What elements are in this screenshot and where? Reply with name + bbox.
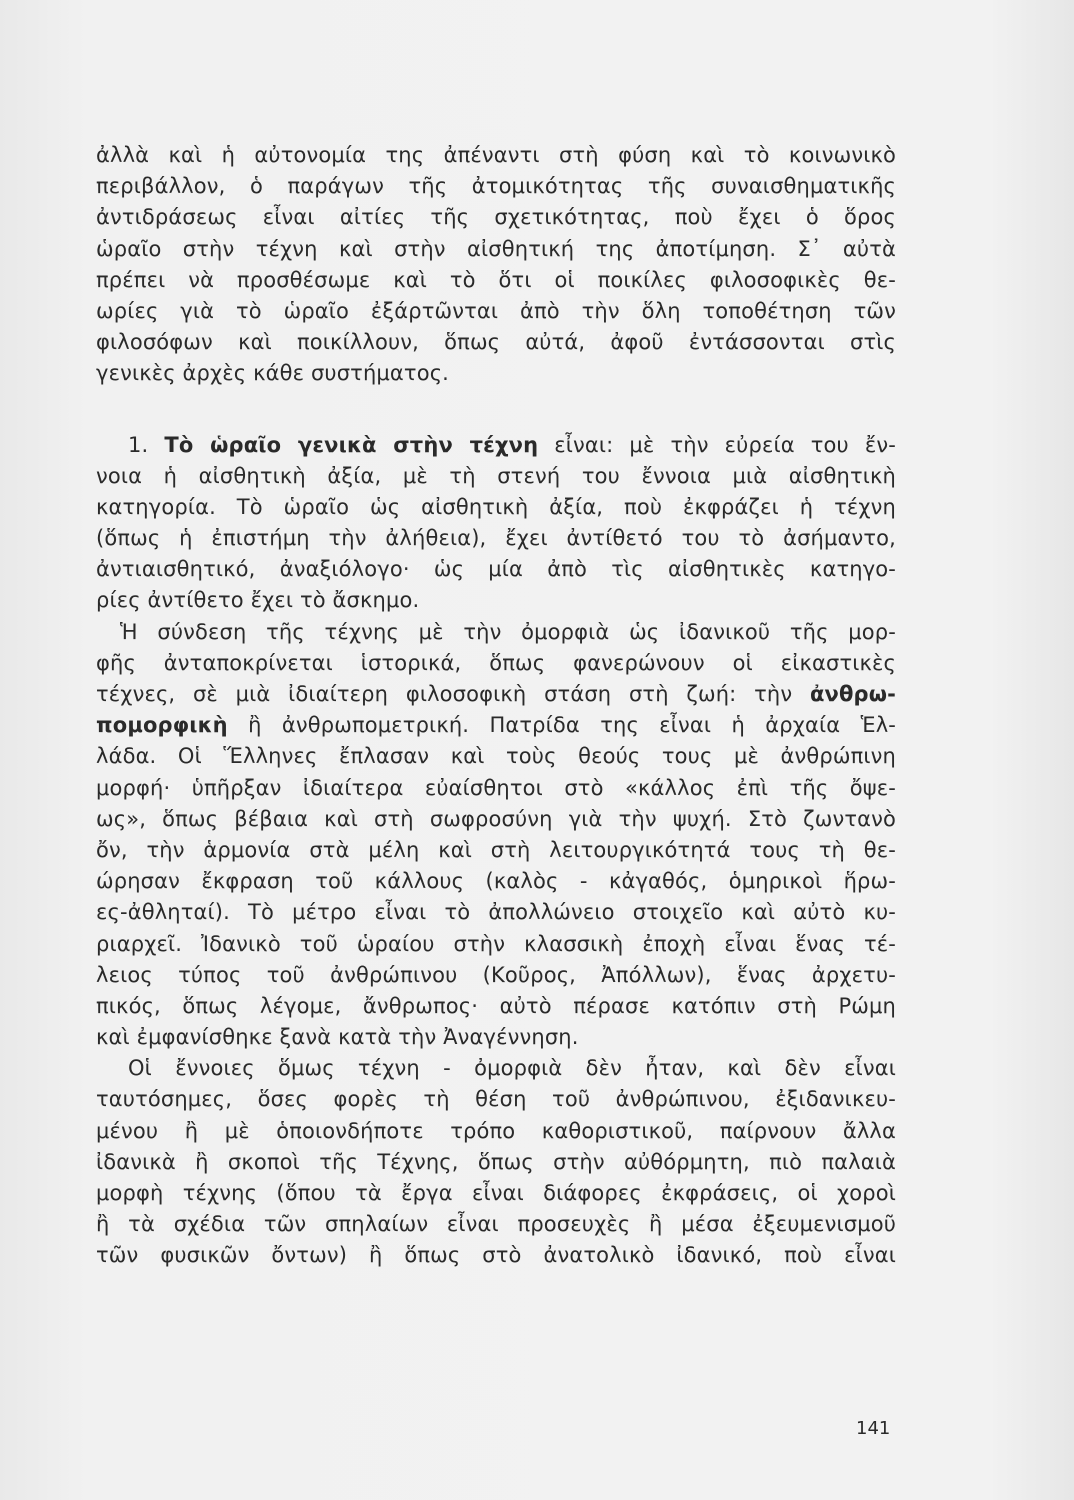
text-line: Οἱ ἔννοιες ὅμως τέχνη - ὀμορφιὰ δὲν ἦταν, καὶ δὲν εἶναι <box>128 1056 896 1081</box>
text-line: λάδα. Οἱ Ἕλληνες ἔπλασαν καὶ τοὺς θεούς τους μὲ ἀνθρώπινη <box>96 744 896 769</box>
text-line <box>96 679 896 710</box>
text-line <box>96 710 896 741</box>
text-line: ωρίες γιὰ τὸ ὡραῖο ἐξάρτῶνται ἀπὸ τὴν ὅλη τοποθέτηση τῶν <box>96 298 896 323</box>
text-line: καὶ ἐμφανίσθηκε ξανὰ κατὰ τὴν Ἀναγέννηση. <box>96 1025 579 1050</box>
paragraph-4 <box>96 1053 896 1271</box>
text-line: μορφὴ τέχνης (ὅπου τὰ ἔργα εἶναι διάφορες ἐκφράσεις, οἱ χοροὶ <box>96 1181 896 1205</box>
text-line: ως», ὅπως βέβαια καὶ στὴ σωφροσύνη γιὰ τὴν ψυχή. Στὸ ζωντανὸ <box>96 806 896 831</box>
text-line: λειος τύπος τοῦ ἀνθρώπινου (Κοῦρος, Ἀπόλλων), ἕνας ἀρχετυ- <box>96 962 896 987</box>
text-line: (ὅπως ἡ ἐπιστήμη τὴν ἀλήθεια), ἔχει ἀντίθετό του τὸ ἀσήμαντο, <box>96 526 896 551</box>
bold-term: πομορφικὴ <box>96 713 228 738</box>
text-line: ες-ἀθληταί). Τὸ μέτρο εἶναι τὸ ἀπολλώνειο στοιχεῖο καὶ αὐτὸ κυ- <box>96 900 896 925</box>
text-line: πρέπει νὰ προσθέσωμε καὶ τὸ ὅτι οἱ ποικίλες φιλοσοφικὲς θε- <box>96 267 896 292</box>
text-line: ἀλλὰ καὶ ἡ αὐτονομία της ἀπέναντι στὴ φύση καὶ τὸ κοινωνικὸ <box>96 143 896 167</box>
text-line: ταυτόσημες, ὅσες φορὲς τὴ θέση τοῦ ἀνθρώπινου, ἐξιδανικευ- <box>96 1087 896 1112</box>
text-line: τῶν φυσικῶν ὄντων) ἢ ὅπως στὸ ἀνατολικὸ ἰδανικό, ποὺ εἶναι <box>96 1243 896 1268</box>
text-line: ἰδανικὰ ἢ σκοποὶ τῆς Τέχνης, ὅπως στὴν αὐθόρμητη, πιὸ παλαιὰ <box>96 1149 896 1174</box>
section-heading-line <box>96 430 896 461</box>
text-fragment: εἶναι: μὲ τὴν εὐρεία του ἔν- <box>538 432 896 457</box>
text-line: φιλοσόφων καὶ ποικίλλουν, ὅπως αὐτά, ἀφοῦ ἐντάσσονται στὶς <box>96 330 896 355</box>
text-line: περιβάλλον, ὁ παράγων τῆς ἀτομικότητας τῆς συναισθηματικῆς <box>96 174 896 199</box>
text-line: Ἡ σύνδεση τῆς τέχνης μὲ τὴν ὀμορφιὰ ὡς ἰδανικοῦ τῆς μορ- <box>120 619 896 644</box>
text-line: ἀντιαισθητικό, ἀναξιόλογο· ὡς μία ἀπὸ τὶς αἰσθητικὲς κατηγο- <box>96 557 896 582</box>
text-line: πικός, ὅπως λέγομε, ἄνθρωπος· αὐτὸ πέρασε κατόπιν στὴ Ρώμη <box>96 993 896 1018</box>
text-line: γενικὲς ἀρχὲς κάθε συστήματος. <box>96 361 450 386</box>
page-number: 141 <box>856 1418 891 1439</box>
bold-term: ἀνθρω- <box>809 682 896 706</box>
text-fragment: τέχνες, σὲ μιὰ ἰδιαίτερη φιλοσοφικὴ στάση στὴ ζωή: τὴν <box>96 682 810 706</box>
text-line: ριαρχεῖ. Ἰδανικὸ τοῦ ὡραίου στὴν κλασσικὴ ἐποχὴ εἶναι ἕνας τέ- <box>96 931 896 956</box>
text-line: ὄν, τὴν ἁρμονία στὰ μέλη καὶ στὴ λειτουργικότητά τους τὴ θε- <box>96 837 896 862</box>
text-line: ἢ τὰ σχέδια τῶν σπηλαίων εἶναι προσευχὲς ἢ μέσα ἐξευμενισμοῦ <box>96 1212 896 1237</box>
body-text <box>96 140 896 1272</box>
paragraph-2 <box>96 430 896 617</box>
paragraph-3 <box>96 617 896 1054</box>
text-line: ρίες ἀντίθετο ἔχει τὸ ἄσκημο. <box>96 588 420 613</box>
text-line: ὡραῖο στὴν τέχνη καὶ στὴν αἰσθητική της ἀποτίμηση. Σ᾽ αὐτὰ <box>96 236 896 261</box>
text-line: μένου ἢ μὲ ὁποιονδήποτε τρόπο καθοριστικοῦ, παίρνουν ἄλλα <box>96 1118 896 1143</box>
text-line: φῆς ἀνταποκρίνεται ἱστορικά, ὅπως φανερώνουν οἱ εἰκαστικὲς <box>96 650 896 675</box>
text-line: κατηγορία. Τὸ ὡραῖο ὡς αἰσθητικὴ ἀξία, ποὺ ἐκφράζει ἡ τέχνη <box>96 494 896 519</box>
paragraph-1 <box>96 140 896 390</box>
text-line: μορφή· ὑπῆρξαν ἰδιαίτερα εὐαίσθητοι στὸ «κάλλος ἐπὶ τῆς ὄψε- <box>96 775 896 800</box>
text-line: ώρησαν ἔκφραση τοῦ κάλλους (καλὸς - κἀγαθός, ὁμηρικοὶ ἥρω- <box>96 869 896 894</box>
text-line: ἀντιδράσεως εἶναι αἰτίες τῆς σχετικότητας, ποὺ ἔχει ὁ ὅρος <box>96 205 896 230</box>
text-line: νοια ἡ αἰσθητικὴ ἀξία, μὲ τὴ στενή του ἔννοια μιὰ αἰσθητικὴ <box>96 463 896 488</box>
section-number: 1. <box>128 432 149 457</box>
section-heading: Τὸ ὡραῖο γενικὰ στὴν τέχνη <box>164 432 539 457</box>
text-fragment: ἢ ἀνθρωπομετρική. Πατρίδα της εἶναι ἡ ἀρχαία Ἑλ- <box>227 713 896 738</box>
